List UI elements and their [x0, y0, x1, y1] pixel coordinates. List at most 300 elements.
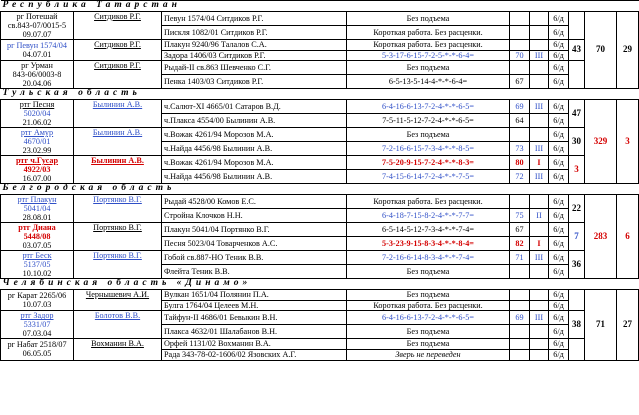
- result-cell: [347, 50, 510, 61]
- dam-cell: [162, 300, 347, 311]
- dog-note-value: 6/д: [553, 171, 564, 181]
- sire-birth-date: 21.06.02: [22, 118, 52, 128]
- dam-cell: [162, 237, 347, 251]
- sire-cell: [1, 40, 74, 61]
- dam-cell: [162, 290, 347, 301]
- sire-score-value: 22: [572, 202, 581, 213]
- dam-cell: [162, 114, 347, 128]
- table-row: [1, 12, 639, 26]
- result-cell: [347, 223, 510, 237]
- dog-grade: [530, 75, 549, 89]
- table-row: [1, 251, 639, 265]
- dog-score: [510, 114, 530, 128]
- dog-grade-value: III: [534, 50, 544, 60]
- dam-text: Флейта Теник В.В.: [164, 266, 230, 276]
- result-cell: [347, 339, 510, 350]
- owner-cell: [74, 100, 162, 128]
- result-text: 7-2-16-6-15-7-3-4-*-*-8-5=: [382, 143, 474, 153]
- dam-cell: [162, 50, 347, 61]
- dog-grade: [530, 26, 549, 40]
- sire-cell: [1, 156, 74, 184]
- dog-grade: [530, 170, 549, 184]
- result-text: 7-5-11-5-12-7-2-4-*-*-6-5=: [382, 115, 474, 125]
- dog-note-value: 6/д: [553, 266, 564, 276]
- owner-cell: [74, 128, 162, 156]
- region-total-score: [585, 290, 617, 360]
- dam-cell: [162, 170, 347, 184]
- result-cell: [347, 209, 510, 223]
- result-text: Короткая работа. Без расценки.: [373, 196, 483, 206]
- sire-registry: 4670/01: [23, 137, 51, 147]
- dam-cell: [162, 12, 347, 26]
- result-cell: [347, 61, 510, 75]
- region-title: Республика Татарстан: [1, 1, 639, 12]
- result-text: Без подъема: [406, 266, 450, 276]
- dam-cell: [162, 223, 347, 237]
- dam-cell: [162, 325, 347, 339]
- dog-score: [510, 300, 530, 311]
- sire-cell: [1, 61, 74, 89]
- owner-name: Портянко В.Г.: [93, 251, 142, 261]
- dog-grade: [530, 251, 549, 265]
- dog-grade: [530, 339, 549, 350]
- dog-grade: [530, 12, 549, 26]
- sire-birth-date: 04.07.01: [22, 50, 52, 60]
- result-text: Без подъема: [406, 327, 450, 337]
- result-text: Без подъема: [406, 62, 450, 72]
- sire-cell: [1, 128, 74, 156]
- dog-grade-value: II: [536, 210, 542, 220]
- dam-text: ч.Вожак 4261/94 Морозов М.А.: [164, 157, 274, 167]
- dog-note: [549, 349, 569, 360]
- dog-note-value: 6/д: [553, 157, 564, 167]
- result-text: Без подъема: [406, 290, 450, 300]
- dog-grade: [530, 40, 549, 51]
- sire-name: рг Урман: [21, 61, 53, 71]
- dog-note-value: 6/д: [553, 62, 564, 72]
- result-cell: [347, 156, 510, 170]
- dog-score-value: 69: [515, 313, 524, 323]
- dog-note-value: 6/д: [553, 238, 564, 248]
- sire-score: [569, 195, 585, 223]
- dog-score: [510, 128, 530, 142]
- sire-score: [569, 61, 585, 89]
- dam-cell: [162, 128, 347, 142]
- result-cell: [347, 349, 510, 360]
- sire-cell: [1, 195, 74, 223]
- dog-score: [510, 61, 530, 75]
- result-cell: [347, 195, 510, 209]
- sire-name: ртг Диана: [18, 223, 56, 233]
- dog-grade-value: I: [537, 157, 541, 167]
- dog-note: [549, 325, 569, 339]
- dog-score: [510, 237, 530, 251]
- result-cell: [347, 300, 510, 311]
- dog-note: [549, 290, 569, 301]
- sire-cell: [1, 100, 74, 128]
- region-total-count-value: 29: [623, 44, 633, 55]
- dog-note: [549, 311, 569, 325]
- dam-text: Рыдай-II св.863 Шевченко С.Г.: [164, 62, 271, 72]
- dog-grade-value: III: [534, 171, 544, 181]
- table-row: [1, 128, 639, 142]
- dog-note-value: 6/д: [553, 129, 564, 139]
- dog-score: [510, 339, 530, 350]
- owner-cell: [74, 290, 162, 311]
- dog-score: [510, 195, 530, 209]
- dog-note: [549, 100, 569, 114]
- table-row: [1, 311, 639, 325]
- table-row: [1, 290, 639, 301]
- sire-score-value: 7: [574, 230, 579, 241]
- owner-name: Ситдиков Р.Г.: [94, 12, 141, 21]
- result-text: Без подъема: [406, 339, 450, 349]
- dog-score: [510, 209, 530, 223]
- dog-grade: [530, 156, 549, 170]
- result-text: 6-5-14-5-12-7-3-4-*-*-7-4=: [382, 224, 474, 234]
- sire-registry: 5448/08: [23, 232, 51, 242]
- dog-score-value: 82: [515, 238, 524, 248]
- owner-cell: [74, 223, 162, 251]
- dog-note: [549, 114, 569, 128]
- sire-score: [569, 156, 585, 184]
- result-text: Короткая работа. Без расценки.: [373, 27, 483, 37]
- sire-score-value: 43: [572, 44, 581, 55]
- result-text: 5-3-17-6-15-7-2-5-*-*-6-4=: [382, 50, 474, 60]
- dog-grade-value: III: [534, 101, 544, 111]
- sire-score: [569, 251, 585, 279]
- dam-cell: [162, 100, 347, 114]
- sire-name: рг Потешай: [16, 12, 58, 21]
- dam-text: Вулкан 1651/04 Полянин П.А.: [164, 290, 269, 300]
- sire-birth-date: 10.10.02: [22, 269, 52, 279]
- dam-text: ч.Вожак 4261/94 Морозов М.А.: [164, 129, 274, 139]
- dog-note-value: 6/д: [553, 313, 564, 323]
- result-cell: [347, 311, 510, 325]
- result-cell: [347, 142, 510, 156]
- dog-note-value: 6/д: [553, 349, 564, 359]
- sire-name: ртг Амур: [20, 128, 54, 138]
- sire-registry: 843-06/0003-8: [12, 70, 62, 80]
- sire-cell: [1, 12, 74, 40]
- owner-cell: [74, 12, 162, 40]
- result-cell: [347, 100, 510, 114]
- dog-score-value: 67: [515, 224, 524, 234]
- region-title: Белгородская область: [1, 184, 639, 195]
- dog-grade: [530, 349, 549, 360]
- dog-note: [549, 156, 569, 170]
- result-text: Короткая работа. Без расценки.: [373, 300, 483, 310]
- owner-name: Болотов В.В.: [94, 311, 141, 321]
- dog-grade: [530, 61, 549, 75]
- dog-grade-value: III: [534, 143, 544, 153]
- sire-registry: 5020/04: [23, 109, 51, 119]
- dog-note: [549, 223, 569, 237]
- dam-cell: [162, 195, 347, 209]
- dog-grade: [530, 300, 549, 311]
- sire-score-value: 47: [572, 107, 581, 118]
- region-header-row: [1, 89, 639, 100]
- owner-cell: [74, 311, 162, 339]
- result-cell: [347, 114, 510, 128]
- sire-registry: 5331/07: [23, 320, 51, 330]
- dam-cell: [162, 156, 347, 170]
- region-total-count: [617, 12, 639, 89]
- dog-grade-value: I: [537, 238, 541, 248]
- dog-grade: [530, 50, 549, 61]
- dog-score: [510, 50, 530, 61]
- dam-text: ч.Найда 4456/98 Былинин А.В.: [164, 171, 273, 181]
- result-text: 6-5-13-5-14-4-*-*-6-4=: [388, 76, 468, 86]
- dam-text: Пенка 1403/03 Ситдиков Р.Г.: [164, 76, 264, 86]
- dog-grade: [530, 237, 549, 251]
- dog-note-value: 6/д: [553, 327, 564, 337]
- sire-cell: [1, 290, 74, 311]
- dog-score: [510, 311, 530, 325]
- result-text: 6-4-16-6-13-7-2-4-*-*-6-5=: [382, 101, 474, 111]
- dog-note: [549, 170, 569, 184]
- dog-note: [549, 128, 569, 142]
- sire-cell: [1, 251, 74, 279]
- dog-note: [549, 75, 569, 89]
- sire-score: [569, 12, 585, 40]
- dam-text: ч.Плакса 4554/00 Былинин А.В.: [164, 115, 276, 125]
- dam-text: Рада 343-78-02-1606/02 Язовских А.Г.: [164, 349, 297, 359]
- result-text: 5-3-23-9-15-8-3-4-*-*-8-4=: [382, 238, 474, 248]
- sire-registry: св.843-07/0015-5: [7, 21, 67, 30]
- sire-score: [569, 128, 585, 156]
- dog-note-value: 6/д: [553, 339, 564, 349]
- dog-grade-value: III: [534, 252, 544, 262]
- owner-name: Ситдиков Р.Г.: [94, 40, 141, 49]
- owner-cell: [74, 251, 162, 279]
- dog-note-value: 6/д: [553, 252, 564, 262]
- sire-score-value: 38: [572, 319, 581, 330]
- dog-score-value: 64: [515, 115, 524, 125]
- result-text: 6-4-16-6-13-7-2-4-*-*-6-5=: [382, 313, 474, 323]
- sire-score: [569, 339, 585, 360]
- dog-score-value: 67: [515, 76, 524, 86]
- dog-note: [549, 40, 569, 51]
- sire-cell: [1, 339, 74, 360]
- sire-registry: 5137/05: [23, 260, 51, 270]
- dog-note-value: 6/д: [553, 115, 564, 125]
- owner-name: Былинин А.В.: [92, 100, 143, 110]
- sire-cell: [1, 311, 74, 339]
- dam-text: Стройна Клочков Н.Н.: [164, 210, 243, 220]
- dog-score: [510, 40, 530, 51]
- table-row: [1, 223, 639, 237]
- dog-score: [510, 170, 530, 184]
- owner-cell: [74, 195, 162, 223]
- owner-cell: [74, 61, 162, 89]
- dog-note-value: 6/д: [553, 27, 564, 37]
- owner-name: Вохманин В.А.: [91, 339, 144, 349]
- table-row: [1, 40, 639, 51]
- dog-note: [549, 209, 569, 223]
- sire-score: [569, 290, 585, 311]
- dog-grade: [530, 209, 549, 223]
- sire-name: ртг ч.Гусар: [15, 156, 59, 166]
- region-total-score-value: 283: [593, 230, 608, 241]
- result-text: Без подъема: [406, 129, 450, 139]
- dog-note-value: 6/д: [553, 224, 564, 234]
- dog-score: [510, 75, 530, 89]
- dam-text: Плакун 9240/96 Талалов С.А.: [164, 40, 267, 49]
- dog-grade: [530, 325, 549, 339]
- dam-text: Плакса 4632/01 Шалабанов В.Н.: [164, 327, 278, 337]
- dam-cell: [162, 349, 347, 360]
- dam-cell: [162, 265, 347, 279]
- owner-name: Портянко В.Г.: [93, 195, 142, 205]
- dam-text: Задора 1406/03 Ситдиков Р.Г.: [164, 50, 266, 60]
- dog-note-value: 6/д: [553, 143, 564, 153]
- region-total-score-value: 70: [596, 44, 605, 55]
- dog-note: [549, 251, 569, 265]
- sire-birth-date: 28.08.01: [22, 213, 52, 223]
- dog-grade: [530, 223, 549, 237]
- sire-birth-date: 20.04.06: [22, 79, 52, 89]
- dog-score: [510, 142, 530, 156]
- sire-name: рг Набат 2518/07: [7, 340, 67, 350]
- dog-score: [510, 156, 530, 170]
- dog-note-value: 6/д: [553, 50, 564, 60]
- dog-score: [510, 325, 530, 339]
- sire-score-value: 36: [572, 258, 581, 269]
- dog-grade: [530, 128, 549, 142]
- dog-score: [510, 349, 530, 360]
- dam-text: Рыдай 4528/00 Комов Е.С.: [164, 196, 256, 206]
- dog-score-value: 69: [515, 101, 524, 111]
- dam-cell: [162, 75, 347, 89]
- sire-birth-date: 09.07.07: [22, 30, 52, 39]
- region-total-count-value: 3: [625, 135, 630, 146]
- table-row: [1, 61, 639, 75]
- result-cell: [347, 325, 510, 339]
- dog-grade: [530, 311, 549, 325]
- dog-score-value: 70: [515, 50, 524, 60]
- sire-birth-date: 23.02.99: [22, 146, 52, 156]
- owner-name: Ситдиков Р.Г.: [94, 61, 141, 71]
- dam-cell: [162, 311, 347, 325]
- dog-note: [549, 61, 569, 75]
- dog-score: [510, 100, 530, 114]
- dog-grade: [530, 142, 549, 156]
- dog-note: [549, 237, 569, 251]
- dog-note-value: 6/д: [553, 101, 564, 111]
- region-total-score: [585, 12, 617, 89]
- region-title: Челябинская область «Динамо»: [1, 279, 639, 290]
- table-row: [1, 195, 639, 209]
- dam-text: ч.Салют-XI 4665/01 Сатаров В.Д.: [164, 101, 281, 111]
- dog-score: [510, 26, 530, 40]
- result-cell: [347, 128, 510, 142]
- dog-score-value: 80: [515, 157, 524, 167]
- sire-score: [569, 40, 585, 61]
- region-total-count: [617, 195, 639, 279]
- region-header-row: [1, 1, 639, 12]
- dam-text: Булга 1764/04 Целеев М.Н.: [164, 300, 259, 310]
- result-text: 7-4-15-6-14-7-2-4-*-*-7-5=: [382, 171, 474, 181]
- dam-cell: [162, 251, 347, 265]
- owner-name: Чернышевич А.И.: [85, 290, 150, 300]
- dog-grade: [530, 195, 549, 209]
- sire-birth-date: 06.05.05: [22, 349, 52, 359]
- dam-text: Певун 1574/04 Ситдиков Р.Г.: [164, 13, 264, 23]
- sire-score-value: 30: [572, 135, 581, 146]
- table-row: [1, 339, 639, 350]
- dam-text: Орфей 1131/02 Вохманин В.А.: [164, 339, 271, 349]
- sire-registry: 5041/04: [23, 204, 51, 214]
- dog-score: [510, 223, 530, 237]
- dog-score: [510, 265, 530, 279]
- dog-score: [510, 251, 530, 265]
- sire-name: рг Певун 1574/04: [7, 41, 67, 51]
- dam-text: Гобой св.887-НО Теник В.В.: [164, 252, 264, 262]
- dog-note-value: 6/д: [553, 210, 564, 220]
- table-row: [1, 156, 639, 170]
- result-text: Короткая работа. Без расценки.: [373, 40, 483, 49]
- dog-score-value: 73: [515, 143, 524, 153]
- dam-cell: [162, 339, 347, 350]
- dog-note: [549, 50, 569, 61]
- dog-note-value: 6/д: [553, 76, 564, 86]
- dog-note: [549, 265, 569, 279]
- region-total-count: [617, 290, 639, 360]
- sire-birth-date: 10.07.03: [22, 300, 52, 310]
- region-total-count-value: 6: [625, 230, 630, 241]
- result-text: 6-4-18-7-15-8-2-4-*-*-7-7=: [382, 210, 474, 220]
- region-total-count: [617, 100, 639, 184]
- dam-cell: [162, 26, 347, 40]
- sire-name: ртг Задор: [20, 311, 54, 321]
- sire-name: рг Карат 2265/06: [7, 291, 67, 301]
- sire-birth-date: 03.07.05: [22, 241, 52, 251]
- region-header-row: [1, 184, 639, 195]
- dog-note: [549, 26, 569, 40]
- dam-text: Тайфун-II 4686/01 Бевыкин В.Н.: [164, 313, 278, 323]
- dam-text: Песня 5023/04 Товарченков А.С.: [164, 238, 278, 248]
- dam-cell: [162, 40, 347, 51]
- sire-registry: 4922/03: [23, 165, 51, 175]
- owner-name: Портянко В.Г.: [93, 223, 142, 233]
- dog-note: [549, 339, 569, 350]
- sire-birth-date: 07.03.04: [22, 329, 52, 339]
- sire-score: [569, 223, 585, 251]
- result-text: 7-5-20-9-15-7-2-4-*-*-8-3=: [382, 157, 474, 167]
- sire-name: ртг Песня: [19, 100, 55, 110]
- dam-cell: [162, 61, 347, 75]
- dog-note-value: 6/д: [553, 196, 564, 206]
- result-cell: [347, 237, 510, 251]
- sire-score-value: 3: [574, 163, 579, 174]
- sire-score: [569, 100, 585, 128]
- region-total-score-value: 71: [596, 319, 605, 330]
- owner-cell: [74, 339, 162, 360]
- region-header-row: [1, 279, 639, 290]
- sire-birth-date: 16.07.00: [22, 174, 52, 184]
- owner-name: Былинин А.В.: [92, 128, 143, 138]
- dam-text: Пискля 1082/01 Ситдиков Р.Г.: [164, 27, 268, 37]
- owner-cell: [74, 156, 162, 184]
- result-text: 7-2-16-6-14-8-3-4-*-*-7-4=: [382, 252, 474, 262]
- result-cell: [347, 26, 510, 40]
- dog-note-value: 6/д: [553, 40, 564, 49]
- dog-note-value: 6/д: [553, 300, 564, 310]
- dam-text: Плакун 5041/04 Портянко В.Г.: [164, 224, 270, 234]
- dog-grade: [530, 114, 549, 128]
- result-cell: [347, 12, 510, 26]
